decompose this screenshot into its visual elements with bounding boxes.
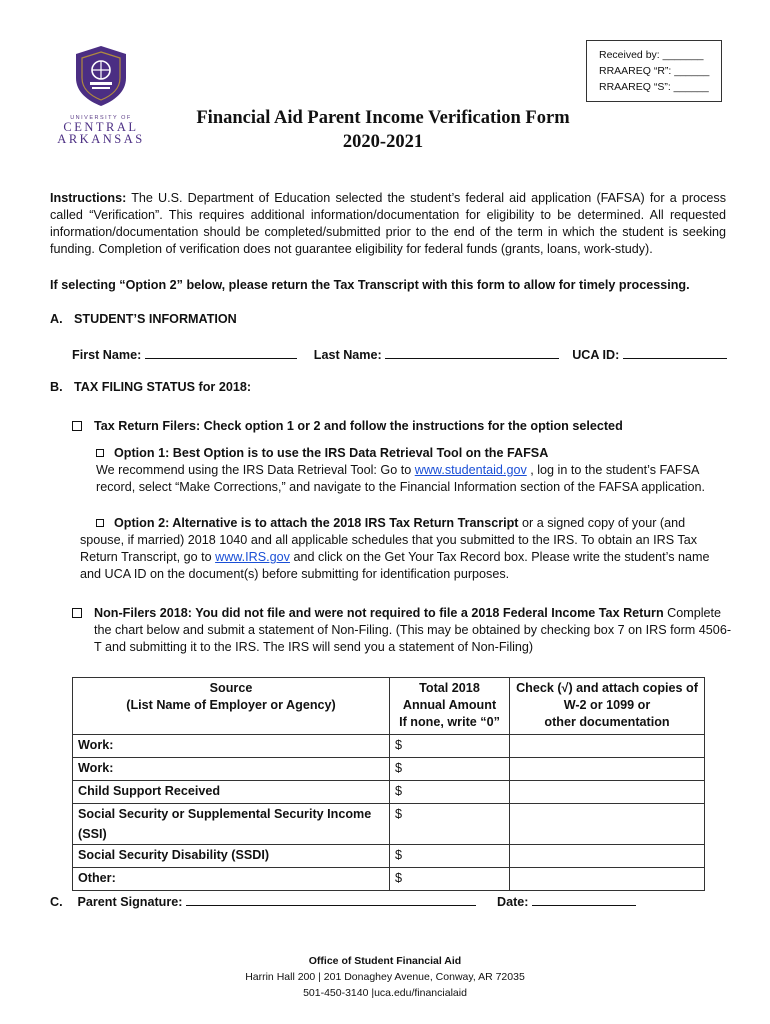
section-a-title: STUDENT’S INFORMATION [74,312,237,326]
section-a-heading [50,312,237,326]
rraareq-s-line: RRAAREQ “S”: ______ [599,81,709,93]
table-row [73,845,705,868]
amount-header-line3: If none, write “0” [399,715,500,729]
check-header-line3: other documentation [544,715,670,729]
non-filers-block [72,605,732,656]
footer-address: Harrin Hall 200 | 201 Donaghey Avenue, Conway, AR 72035 [245,971,525,983]
section-c-letter: C. [50,895,63,909]
row-label: Social Security or Supplemental Security Income (SSI) [73,804,390,845]
row-check-cell[interactable] [510,868,705,891]
amount-header-line2: Annual Amount [402,698,497,712]
row-check-cell[interactable] [510,781,705,804]
option1-heading: Option 1: Best Option is to use the IRS Data Retrieval Tool on the FAFSA [114,446,549,460]
option2-note: If selecting “Option 2” below, please return the Tax Transcript with this form to allow for timely processing. [50,278,690,292]
instructions-text: The U.S. Department of Education selected the student’s federal aid application (FAFSA) for a process called “Verification”. This requires additional information/documentation for eligibility to be determined. All requested information/documentation should be completed/submitted prior to the end of the term in which the student is seeking funding. Completion of verification does not guarantee eligibility for federal funds (grants, loans, work-study). [50,191,726,256]
irs-link[interactable]: www.IRS.gov [215,550,290,564]
date-label: Date: [496,895,529,909]
option1-block [96,445,726,496]
check-header-line1: Check (√) and attach copies of [516,681,698,695]
last-name-field[interactable] [385,346,559,359]
non-filers-text-wrap [94,605,732,656]
check-header-line2: W-2 or 1099 or [563,698,651,712]
section-b-title: TAX FILING STATUS for 2018: [74,380,252,394]
row-check-cell[interactable] [510,735,705,758]
row-amount[interactable]: $ [390,781,510,804]
row-check-cell[interactable] [510,845,705,868]
option1-heading-row [96,445,726,462]
row-label: Work: [73,758,390,781]
tax-filers-checkbox[interactable] [72,421,82,431]
option1-text [96,462,726,496]
form-title-year: 2020-2021 [342,132,424,152]
row-amount[interactable]: $ [390,758,510,781]
row-amount[interactable]: $ [390,804,510,845]
amount-header [390,678,510,735]
parent-signature-field[interactable] [186,893,476,906]
signature-row [50,893,730,909]
section-b-letter: B. [50,380,63,394]
row-label: Child Support Received [73,781,390,804]
amount-header-line1: Total 2018 [419,681,480,695]
uca-id-field[interactable] [623,346,727,359]
parent-signature-label: Parent Signature: [77,895,183,909]
non-filers-heading: Non-Filers 2018: You did not file and were not required to file a 2018 Federal Income Tax Return [94,606,664,620]
studentaid-link[interactable]: www.studentaid.gov [414,463,527,477]
non-filers-checkbox[interactable] [72,608,82,618]
row-check-cell[interactable] [510,758,705,781]
source-header [73,678,390,735]
footer-office: Office of Student Financial Aid [308,955,462,967]
row-amount[interactable]: $ [390,868,510,891]
section-b-heading [50,380,251,394]
last-name-label: Last Name: [313,348,382,362]
footer [0,953,770,1001]
section-a-letter: A. [50,312,63,326]
table-row [73,735,705,758]
option2-text-before: or a signed copy of your (and spouse, if married) 2018 1040 and all applicable schedules that you submitted to the IRS. To obtain an IRS Tax Return Transcript, go to [80,516,698,564]
option1-checkbox[interactable] [96,449,104,457]
check-header [510,678,705,735]
first-name-label: First Name: [72,348,142,362]
instructions-label: Instructions: [50,191,127,205]
option2-heading: Option 2: Alternative is to attach the 2018 IRS Tax Return Transcript [114,516,519,530]
uca-id-label: UCA ID: [572,348,620,362]
table-row [73,868,705,891]
logo-university-line: UNIVERSITY OF [70,115,132,121]
option2-checkbox[interactable] [96,519,104,527]
row-label: Work: [73,735,390,758]
row-amount[interactable]: $ [390,735,510,758]
first-name-field[interactable] [145,346,297,359]
rraareq-r-line: RRAAREQ “R”: ______ [599,65,710,77]
received-box [586,40,722,102]
option1-text-before: We recommend using the IRS Data Retrieval Tool: Go to [96,463,415,477]
source-header-line1: Source [209,681,253,695]
footer-contact: 501-450-3140 |uca.edu/financialaid [303,987,467,999]
option2-text-after: and click on the Get Your Tax Record box. Please write the student’s name and UCA ID on the document(s) before submitting for identification purposes. [80,550,710,581]
logo-name-line1: CENTRAL [63,120,139,134]
income-table [72,677,705,891]
logo-name-line2: ARKANSAS [57,132,145,146]
tax-filers-row [72,418,732,435]
row-amount[interactable]: $ [390,845,510,868]
income-table-wrap [72,677,705,891]
table-row [73,804,705,845]
table-row [73,781,705,804]
table-row [73,758,705,781]
student-name-row [72,346,732,362]
option2-block [80,515,726,583]
form-title [120,106,646,154]
row-check-cell[interactable] [510,804,705,845]
source-header-line2: (List Name of Employer or Agency) [126,698,336,712]
instructions [50,190,726,258]
date-field[interactable] [532,893,636,906]
university-shield-icon [70,44,132,108]
non-filers-text: Complete the chart below and submit a statement of Non-Filing. (This may be obtained by checking box 7 on IRS form 4506-T and submitting it to the IRS. The IRS will send you a statement of Non-Filing) [94,606,732,654]
received-by-line: Received by: _______ [599,49,704,61]
option1-text-after: , log in to the student’s FAFSA record, select “Make Corrections,” and navigate to the Financial Information section of the FAFSA application. [96,463,706,494]
row-label: Social Security Disability (SSDI) [73,845,390,868]
tax-filers-text: Tax Return Filers: Check option 1 or 2 and follow the instructions for the option selected [94,419,623,433]
form-title-line1: Financial Aid Parent Income Verification Form [196,108,570,128]
row-label: Other: [73,868,390,891]
option2-text [80,515,726,583]
